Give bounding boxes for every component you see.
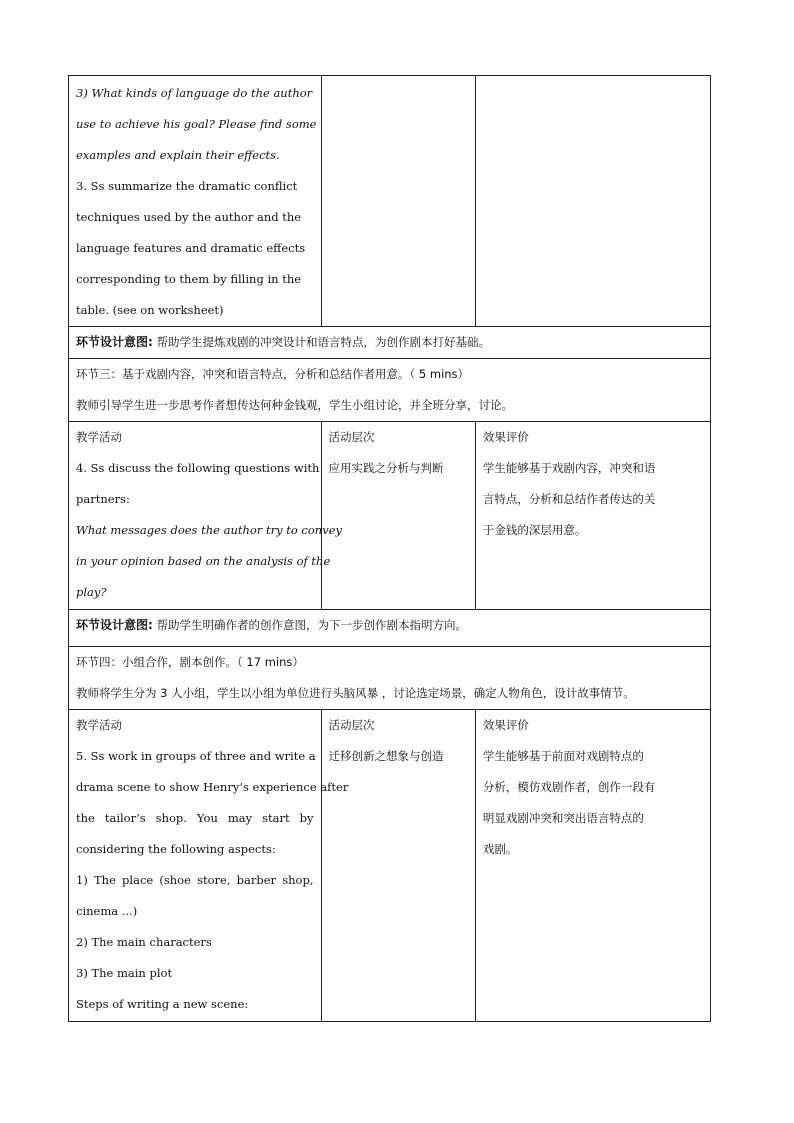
evaluation-cell-empty (475, 76, 710, 327)
stage-description: 教师将学生分为 3 人小组，学生以小组为单位进行头脑风暴 ，讨论选定场景，确定人物角色，设计故事情节。 (76, 686, 635, 700)
stage-three-cell (69, 359, 711, 422)
design-intent-text: 帮助学生提炼戏剧的冲突设计和语言特点，为创作剧本打好基础。 (156, 335, 490, 349)
stage-description: 教师引导学生进一步思考作者想传达何种金钱观，学生小组讨论，并全班分享，讨论。 (76, 398, 513, 412)
stage-title: 环节四：小组合作，剧本创作。（ 17 mins） (76, 655, 304, 669)
design-intent-cell (69, 327, 711, 359)
activity-line: 2) The main characters (76, 935, 212, 949)
activity-line: 4. Ss discuss the following questions with (76, 461, 320, 475)
evaluation-line: 戏剧。 (482, 842, 518, 856)
col-header-activity: 教学活动 (76, 718, 122, 732)
stage-four-cell (69, 647, 711, 710)
activity-line: the tailor’s shop. You may start by (76, 811, 314, 825)
activity-level-text: 应用实践之分析与判断 (328, 461, 444, 475)
evaluation-cell (475, 422, 710, 610)
col-header-activity: 教学活动 (76, 430, 122, 444)
col-header-evaluation: 效果评价 (482, 430, 529, 444)
activity-line: partners: (76, 492, 130, 506)
col-header-level: 活动层次 (328, 430, 375, 444)
question-line: play? (76, 585, 107, 599)
design-intent-row (69, 610, 711, 647)
evaluation-line: 言特点，分析和总结作者传达的关 (482, 492, 656, 506)
design-intent-cell (69, 610, 711, 647)
activity-cell (69, 76, 322, 327)
design-intent-row (69, 327, 711, 359)
activity-cell (69, 710, 349, 1022)
activity-cell (69, 422, 342, 610)
design-intent-label: 环节设计意图: (76, 335, 153, 349)
activity-row-3 (69, 422, 711, 610)
activity-line: table. (see on worksheet) (76, 303, 224, 317)
activity-line: considering the following aspects: (76, 842, 276, 856)
lesson-plan-table (68, 75, 711, 1022)
activity-line: cinema ...) (76, 904, 138, 918)
activity-level-text: 迁移创新之想象与创造 (328, 749, 444, 763)
activity-line: 3) The main plot (76, 966, 173, 980)
stage-title: 环节三：基于戏剧内容，冲突和语言特点，分析和总结作者用意。（ 5 mins） (76, 367, 470, 381)
activity-line: language features and dramatic effects (76, 241, 306, 255)
col-header-evaluation: 效果评价 (482, 718, 529, 732)
stage-four-row (69, 647, 711, 710)
design-intent-label: 环节设计意图: (76, 618, 153, 632)
evaluation-cell (475, 710, 710, 1022)
activity-line: techniques used by the author and the (76, 210, 302, 224)
evaluation-line: 学生能够基于前面对戏剧特点的 (482, 749, 644, 763)
evaluation-line: 于金钱的深层用意。 (482, 523, 587, 537)
activity-line: drama scene to show Henry’s experience after (76, 780, 349, 794)
activity-line: corresponding to them by filling in the (76, 272, 302, 286)
continued-activity-row (69, 76, 711, 327)
evaluation-line: 分析，模仿戏剧作者，创作一段有 (482, 780, 656, 794)
activity-row-4 (69, 710, 711, 1022)
evaluation-line: 明显戏剧冲突和突出语言特点的 (482, 811, 644, 825)
activity-line: 5. Ss work in groups of three and write a (76, 749, 316, 763)
level-cell (321, 422, 475, 610)
activity-line: 3. Ss summarize the dramatic conflict (76, 179, 298, 193)
question-line: 3) What kinds of language do the author (76, 86, 313, 100)
level-cell-empty (321, 76, 475, 327)
col-header-level: 活动层次 (328, 718, 375, 732)
question-line: use to achieve his goal? Please find some (76, 117, 317, 131)
design-intent-text: 帮助学生明确作者的创作意图，为下一步创作剧本指明方向。 (156, 618, 467, 632)
question-line: What messages does the author try to convey (76, 523, 342, 537)
level-cell (321, 710, 475, 1022)
question-line: examples and explain their effects. (76, 148, 280, 162)
activity-line: Steps of writing a new scene: (76, 997, 249, 1011)
question-line: in your opinion based on the analysis of the (76, 554, 331, 568)
activity-line: 1) The place (shoe store, barber shop, (76, 873, 314, 887)
evaluation-line: 学生能够基于戏剧内容，冲突和语 (482, 461, 656, 475)
stage-three-row (69, 359, 711, 422)
